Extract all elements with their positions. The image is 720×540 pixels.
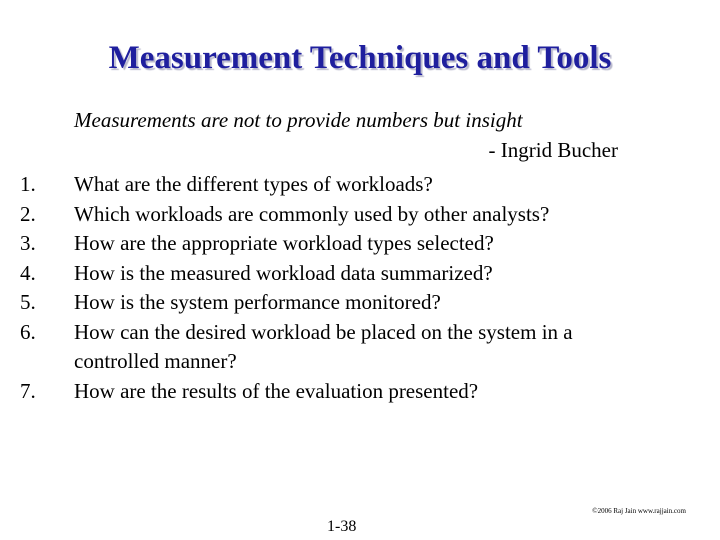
list-item-number: 5. — [20, 290, 36, 314]
quote-attribution: - Ingrid Bucher — [488, 138, 618, 162]
list-item-text: What are the different types of workloads? — [74, 172, 433, 196]
list-item — [20, 288, 660, 318]
list-item-number: 1. — [20, 172, 36, 196]
list-item-number: 4. — [20, 260, 36, 285]
question-list — [20, 170, 660, 406]
list-item-number: 7. — [20, 378, 36, 403]
list-item — [20, 170, 660, 200]
list-item-text: How are the results of the evaluation presented? — [74, 378, 479, 403]
list-item-text: Which workloads are commonly used by other analysts? — [74, 201, 550, 226]
copyright-notice: ©2006 Raj Jain www.rajjain.com — [592, 507, 686, 515]
list-item-number: 2. — [20, 201, 36, 226]
list-item — [20, 318, 660, 377]
quote: Measurements are not to provide numbers but insight — [74, 108, 523, 132]
page-number: 1-38 — [327, 518, 357, 535]
list-item-text: How are the appropriate workload types selected? — [74, 231, 494, 255]
list-item — [20, 377, 660, 407]
list-item-text: How is the system performance monitored? — [74, 290, 441, 314]
list-item-number: 3. — [20, 231, 36, 255]
list-item-text: How can the desired workload be placed on the system in a controlled manner? — [74, 319, 573, 373]
slide-title: Measurement Techniques and Tools — [108, 40, 612, 76]
list-item — [20, 200, 660, 230]
list-item-text: How is the measured workload data summarized? — [74, 260, 493, 285]
list-item — [20, 259, 660, 289]
list-item — [20, 229, 660, 259]
list-item-number: 6. — [20, 319, 36, 344]
